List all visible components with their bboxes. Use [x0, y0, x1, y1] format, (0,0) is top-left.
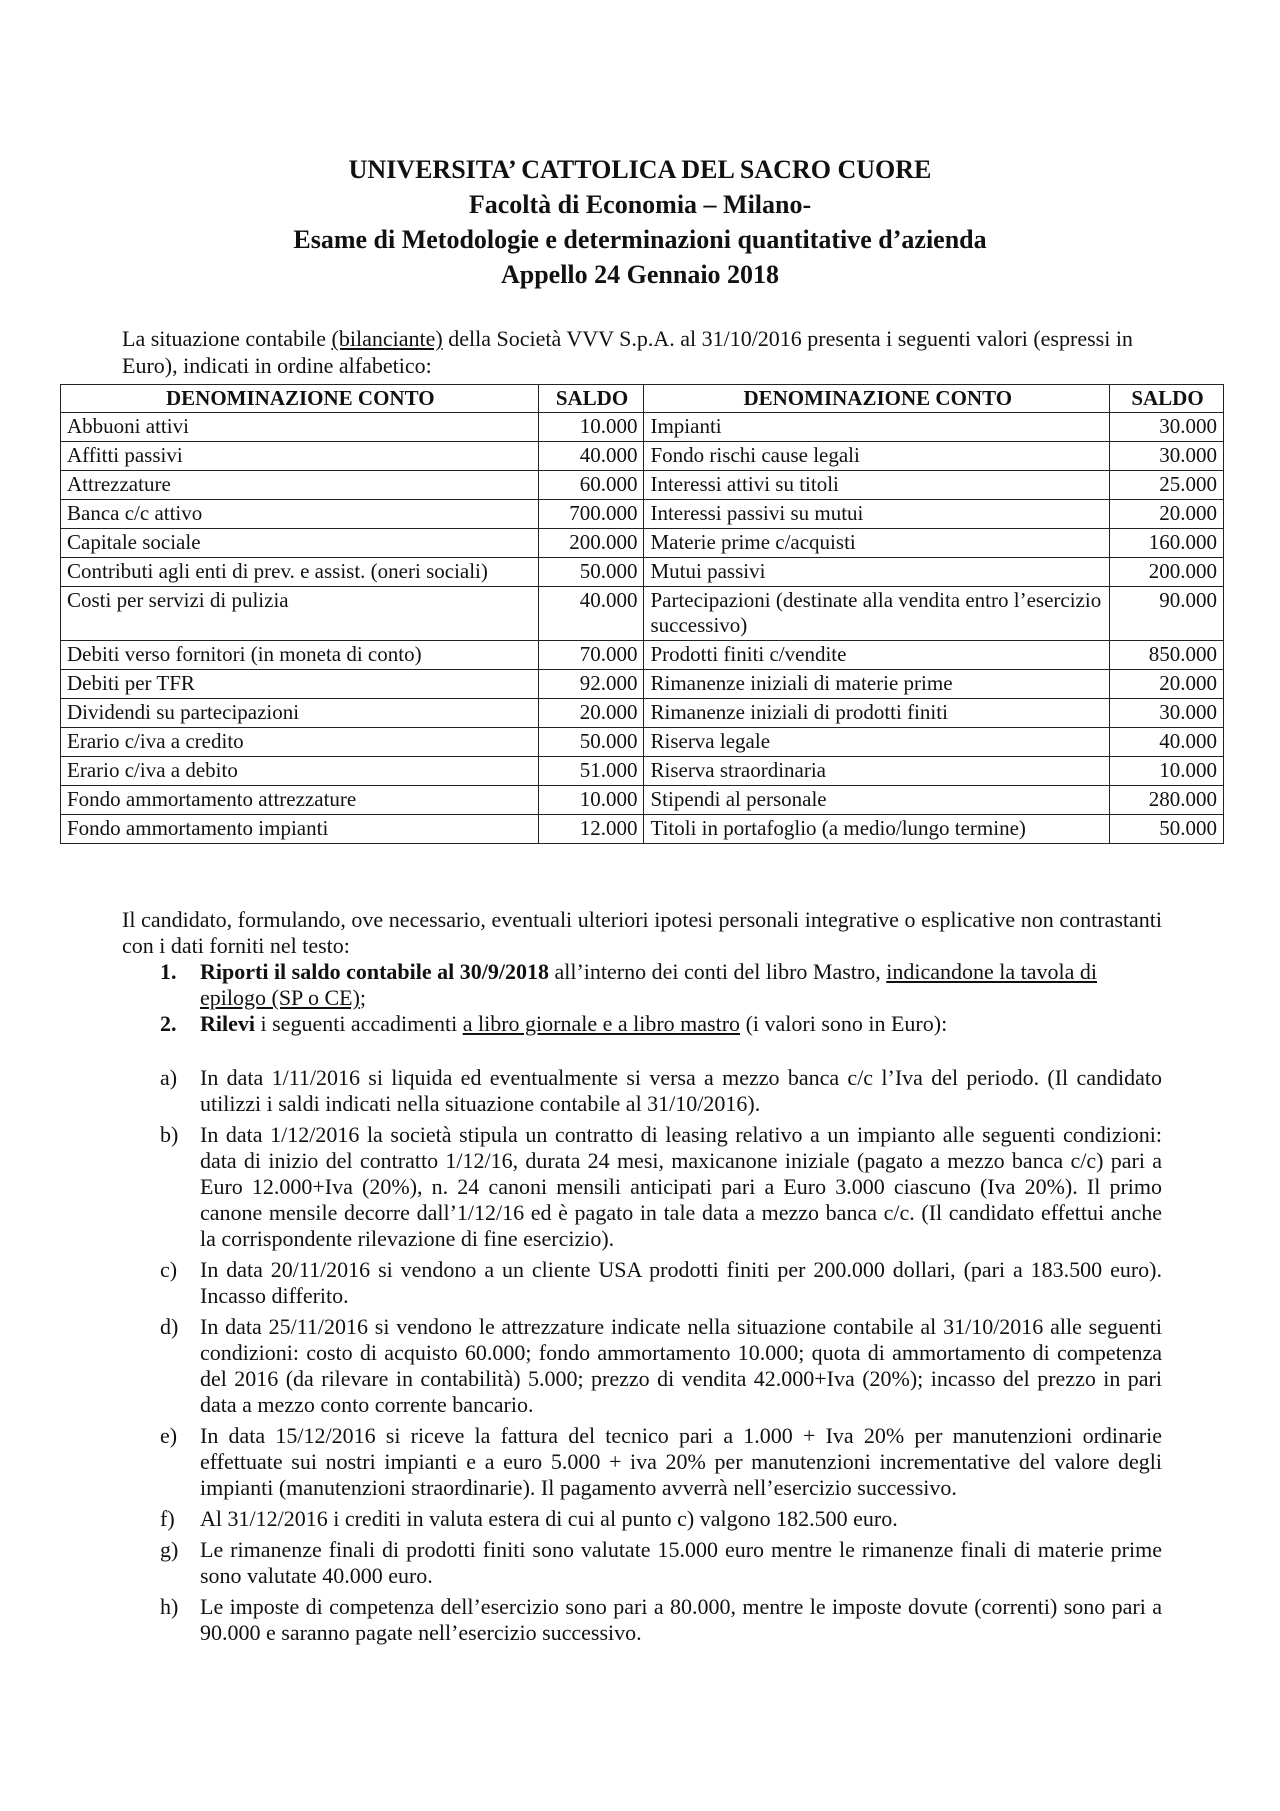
task-bold-text: Rilevi — [200, 1011, 255, 1036]
account-name: Interessi attivi su titoli — [644, 471, 1110, 500]
table-header-row — [61, 385, 1224, 413]
event-text: Le rimanenze finali di prodotti finiti sono valutate 15.000 euro mentre le rimanenze finali di materie prime sono valutate 40.000 euro. — [200, 1537, 1162, 1588]
account-balance: 25.000 — [1110, 471, 1224, 500]
event-item-c — [122, 1257, 1162, 1309]
intro-text-end: della Società VVV S.p.A. al 31/10/2016 presenta i seguenti valori (espressi in Euro), indicati in ordine alfabetico: — [122, 326, 1133, 378]
university-name: UNIVERSITA’ CATTOLICA DEL SACRO CUORE — [348, 155, 932, 184]
account-balance: 50.000 — [538, 558, 644, 587]
intro-paragraph — [122, 325, 1162, 379]
event-marker: b) — [160, 1122, 179, 1147]
account-balance: 12.000 — [538, 815, 644, 844]
account-balance: 90.000 — [1110, 587, 1224, 641]
events-list — [122, 1065, 1162, 1646]
account-name: Fondo ammortamento impianti — [61, 815, 539, 844]
account-name: Fondo rischi cause legali — [644, 442, 1110, 471]
event-text: In data 25/11/2016 si vendono le attrezzature indicate nella situazione contabile al 31/10/2016 alle seguenti condizioni: costo di acquisto 60.000; fondo ammortamento 10.000; quota di ammortamento di competenza del 2016 (da rilevare in contabilità) 5.000; prezzo di vendita 42.000+Iva (20%); incasso del prezzo in pari data a mezzo conto corrente bancario. — [200, 1314, 1162, 1417]
table-row — [61, 786, 1224, 815]
account-balance: 10.000 — [538, 413, 644, 442]
account-name: Prodotti finiti c/vendite — [644, 641, 1110, 670]
task-text: all’interno dei conti del libro Mastro, — [548, 959, 887, 984]
event-marker: f) — [160, 1506, 175, 1531]
account-name: Erario c/iva a debito — [61, 757, 539, 786]
account-balance: 51.000 — [538, 757, 644, 786]
table-row — [61, 587, 1224, 641]
account-name: Riserva straordinaria — [644, 757, 1110, 786]
table-row — [61, 442, 1224, 471]
account-name: Dividendi su partecipazioni — [61, 699, 539, 728]
account-balance: 50.000 — [1110, 815, 1224, 844]
account-name: Affitti passivi — [61, 442, 539, 471]
table-row — [61, 670, 1224, 699]
table-row — [61, 757, 1224, 786]
account-balance: 60.000 — [538, 471, 644, 500]
event-text: In data 1/11/2016 si liquida ed eventualmente si versa a mezzo banca c/c l’Iva del periodo. (Il candidato utilizzi i saldi indicati nella situazione contabile al 31/10/2016). — [200, 1065, 1162, 1116]
account-balance: 10.000 — [1110, 757, 1224, 786]
account-name: Costi per servizi di pulizia — [61, 587, 539, 641]
event-marker: a) — [160, 1065, 178, 1090]
account-balance: 160.000 — [1110, 529, 1224, 558]
account-balance: 30.000 — [1110, 699, 1224, 728]
account-balance: 40.000 — [538, 587, 644, 641]
event-item-h — [122, 1594, 1162, 1646]
account-name: Erario c/iva a credito — [61, 728, 539, 757]
instructions-section — [122, 907, 1162, 1651]
document-header — [0, 152, 1280, 292]
account-name: Banca c/c attivo — [61, 500, 539, 529]
task-underlined-text: a libro giornale e a libro mastro — [462, 1011, 741, 1036]
event-text: Al 31/12/2016 i crediti in valuta estera di cui al punto c) valgono 182.500 euro. — [200, 1506, 898, 1531]
account-balance: 10.000 — [538, 786, 644, 815]
task-marker: 1. — [160, 959, 177, 984]
account-name: Rimanenze iniziali di prodotti finiti — [644, 699, 1110, 728]
column-header-balance-right: SALDO — [1110, 385, 1224, 413]
instructions-intro: Il candidato, formulando, ove necessario, eventuali ulteriori ipotesi personali integrative o esplicative non contrastanti con i dati forniti nel testo: — [122, 907, 1162, 958]
table-row — [61, 413, 1224, 442]
exam-date: Appello 24 Gennaio 2018 — [500, 260, 780, 289]
table-row — [61, 471, 1224, 500]
table-row — [61, 641, 1224, 670]
account-name: Debiti per TFR — [61, 670, 539, 699]
event-text: Le imposte di competenza dell’esercizio sono pari a 80.000, mentre le imposte dovute (correnti) sono pari a 90.000 e saranno pagate nell’esercizio successivo. — [200, 1594, 1162, 1645]
table-row — [61, 815, 1224, 844]
task-underlined-text: indicandone la tavola di epilogo (SP o CE) — [200, 959, 1097, 1010]
account-name: Capitale sociale — [61, 529, 539, 558]
account-name: Debiti verso fornitori (in moneta di conto) — [61, 641, 539, 670]
accounts-table — [60, 384, 1224, 844]
account-name: Interessi passivi su mutui — [644, 500, 1110, 529]
exam-title: Esame di Metodologie e determinazioni quantitative d’azienda — [293, 225, 987, 254]
event-marker: e) — [160, 1423, 178, 1448]
table-row — [61, 699, 1224, 728]
account-name: Stipendi al personale — [644, 786, 1110, 815]
account-balance: 40.000 — [1110, 728, 1224, 757]
account-name: Impianti — [644, 413, 1110, 442]
account-name: Mutui passivi — [644, 558, 1110, 587]
account-balance: 30.000 — [1110, 442, 1224, 471]
account-name: Attrezzature — [61, 471, 539, 500]
table-row — [61, 728, 1224, 757]
account-name: Titoli in portafoglio (a medio/lungo termine) — [644, 815, 1110, 844]
account-balance: 850.000 — [1110, 641, 1224, 670]
account-balance: 20.000 — [1110, 500, 1224, 529]
table-row — [61, 500, 1224, 529]
account-name: Contributi agli enti di prev. e assist. (oneri sociali) — [61, 558, 539, 587]
task-list — [122, 959, 1162, 1037]
event-item-d — [122, 1314, 1162, 1418]
table-row — [61, 558, 1224, 587]
account-balance: 50.000 — [538, 728, 644, 757]
event-item-f — [122, 1506, 1162, 1532]
account-name: Riserva legale — [644, 728, 1110, 757]
account-name: Abbuoni attivi — [61, 413, 539, 442]
task-marker: 2. — [160, 1011, 177, 1036]
account-name: Materie prime c/acquisti — [644, 529, 1110, 558]
task-item-2 — [122, 1011, 1162, 1037]
column-header-account-right: DENOMINAZIONE CONTO — [644, 385, 1110, 413]
task-text-end: ; — [359, 985, 367, 1010]
task-item-1 — [122, 959, 1162, 1011]
account-balance: 92.000 — [538, 670, 644, 699]
account-balance: 200.000 — [538, 529, 644, 558]
event-item-g — [122, 1537, 1162, 1589]
event-text: In data 15/12/2016 si riceve la fattura del tecnico pari a 1.000 + Iva 20% per manutenzioni ordinarie effettuate sui nostri impianti e a euro 5.000 + iva 20% per manutenzioni incrementative del valore degli impianti (manutenzioni straordinarie). Il pagamento avverrà nell’esercizio successivo. — [200, 1423, 1162, 1500]
intro-underlined-text: (bilanciante) — [331, 326, 443, 351]
column-header-account-left: DENOMINAZIONE CONTO — [61, 385, 539, 413]
table-row — [61, 529, 1224, 558]
event-marker: c) — [160, 1257, 178, 1282]
event-item-e — [122, 1423, 1162, 1501]
event-marker: h) — [160, 1594, 179, 1619]
event-item-b — [122, 1122, 1162, 1252]
account-balance: 20.000 — [1110, 670, 1224, 699]
event-marker: d) — [160, 1314, 179, 1339]
account-name: Rimanenze iniziali di materie prime — [644, 670, 1110, 699]
account-balance: 200.000 — [1110, 558, 1224, 587]
event-item-a — [122, 1065, 1162, 1117]
event-text: In data 20/11/2016 si vendono a un cliente USA prodotti finiti per 200.000 dollari, (pari a 183.500 euro). Incasso differito. — [200, 1257, 1162, 1308]
task-text: i seguenti accadimenti — [255, 1011, 463, 1036]
event-marker: g) — [160, 1537, 179, 1562]
account-balance: 280.000 — [1110, 786, 1224, 815]
account-balance: 30.000 — [1110, 413, 1224, 442]
account-balance: 70.000 — [538, 641, 644, 670]
account-name: Fondo ammortamento attrezzature — [61, 786, 539, 815]
account-balance: 40.000 — [538, 442, 644, 471]
account-name: Partecipazioni (destinate alla vendita entro l’esercizio successivo) — [644, 587, 1110, 641]
faculty-name: Facoltà di Economia – Milano- — [468, 190, 812, 219]
account-balance: 700.000 — [538, 500, 644, 529]
event-text: In data 1/12/2016 la società stipula un contratto di leasing relativo a un impianto alle seguenti condizioni: data di inizio del contratto 1/12/16, durata 24 mesi, maxicanone iniziale (pagato a mezzo banca c/c) pari a Euro 12.000+Iva (20%), n. 24 canoni mensili anticipati pari a Euro 3.000 ciascuno (Iva 20%). Il primo canone mensile decorre dall’1/12/16 ed è pagato in tale data a mezzo banca c/c. (Il candidato effettui anche la corrispondente rilevazione di fine esercizio). — [200, 1122, 1162, 1251]
account-balance: 20.000 — [538, 699, 644, 728]
task-text-end: (i valori sono in Euro): — [740, 1011, 948, 1036]
task-bold-text: Riporti il saldo contabile al 30/9/2018 — [200, 959, 549, 984]
column-header-balance-left: SALDO — [538, 385, 644, 413]
intro-text-start: La situazione contabile — [122, 326, 332, 351]
